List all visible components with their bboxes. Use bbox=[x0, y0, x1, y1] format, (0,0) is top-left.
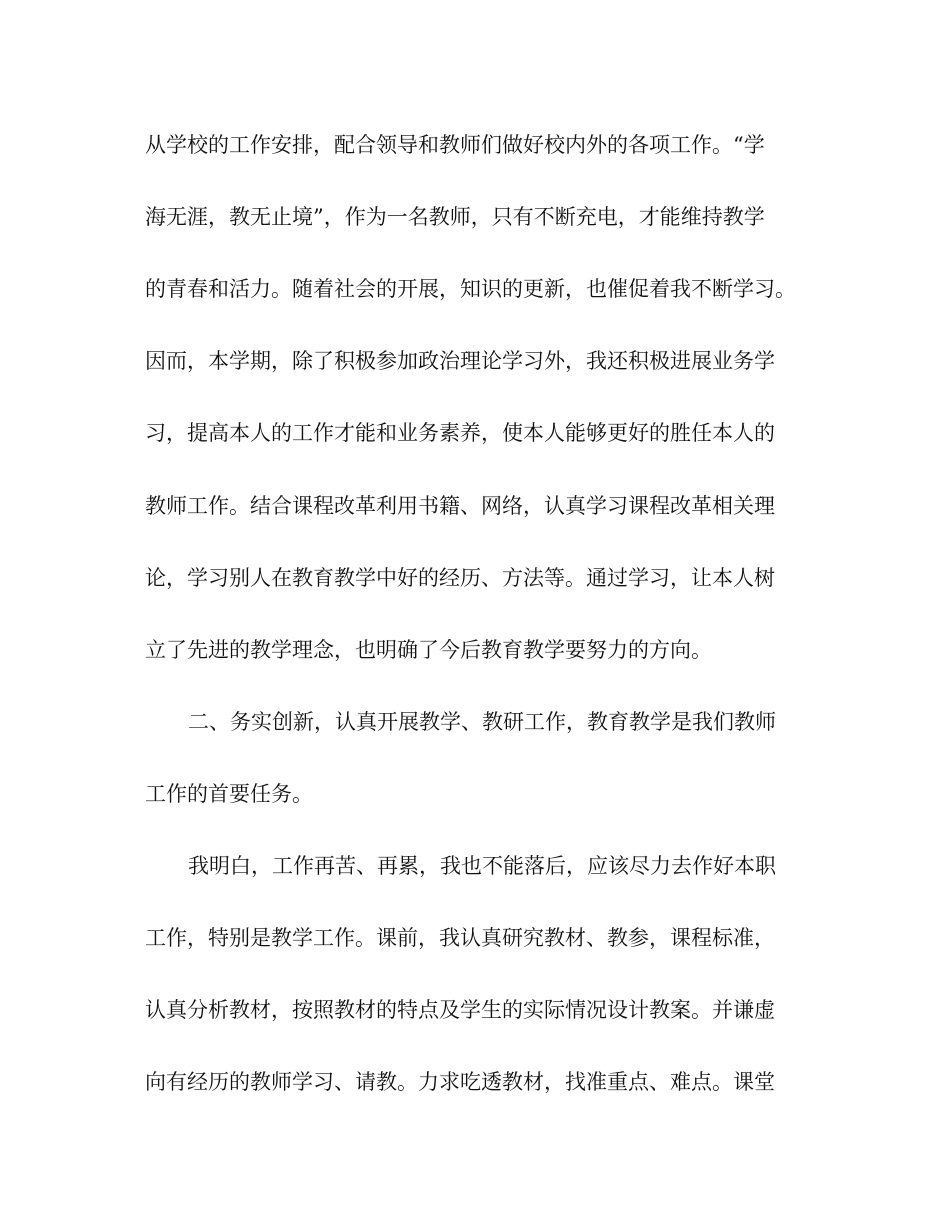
paragraph-line: 从学校的工作安排，配合领导和教师们做好校内外的各项工作。“学 bbox=[145, 133, 765, 157]
paragraph-line: 海无涯，教无止境”，作为一名教师，只有不断充电，才能维持教学 bbox=[145, 205, 765, 229]
paragraph-line: 工作，特别是教学工作。课前，我认真研究教材、教参，课程标准， bbox=[145, 926, 775, 950]
paragraph-line: 因而，本学期，除了积极参加政治理论学习外，我还积极进展业务学 bbox=[145, 349, 775, 373]
paragraph-line: 教师工作。结合课程改革利用书籍、网络，认真学习课程改革相关理 bbox=[145, 494, 775, 518]
paragraph-line: 认真分析教材，按照教材的特点及学生的实际情况设计教案。并谦虚 bbox=[145, 998, 775, 1022]
paragraph-line: 的青春和活力。随着社会的开展，知识的更新，也催促着我不断学习。 bbox=[145, 277, 796, 301]
section-heading-line: 工作的首要任务。 bbox=[145, 782, 313, 806]
section-heading-line: 二、务实创新，认真开展教学、教研工作，教育教学是我们教师 bbox=[188, 710, 776, 734]
paragraph-line: 习，提高本人的工作才能和业务素养，使本人能够更好的胜任本人的 bbox=[145, 421, 775, 445]
paragraph-line: 我明白，工作再苦、再累，我也不能落后，应该尽力去作好本职 bbox=[188, 854, 776, 878]
paragraph-line: 向有经历的教师学习、请教。力求吃透教材，找准重点、难点。课堂 bbox=[145, 1070, 775, 1094]
paragraph-line: 论，学习别人在教育教学中好的经历、方法等。通过学习，让本人树 bbox=[145, 566, 775, 590]
paragraph-line: 立了先进的教学理念，也明确了今后教育教学要努力的方向。 bbox=[145, 638, 712, 662]
